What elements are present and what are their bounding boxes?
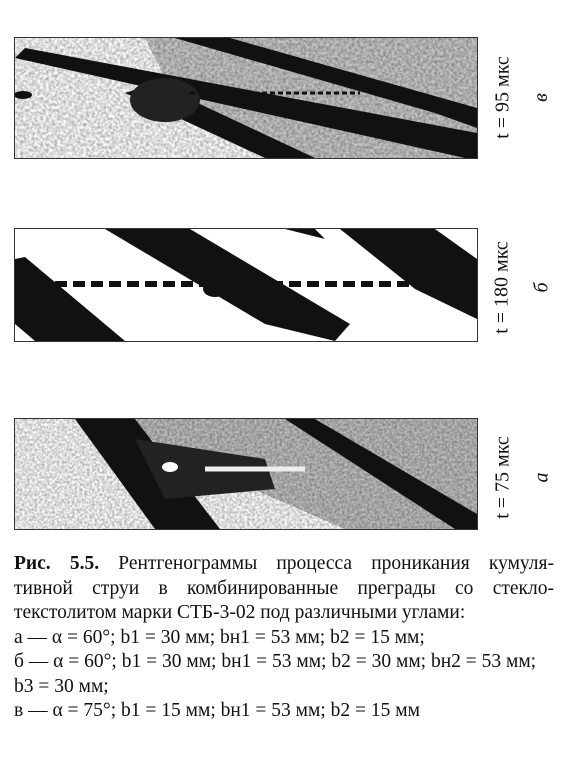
figure-label: Рис. 5.5. — [14, 553, 100, 574]
time-label-a: t = 75 мкс — [491, 436, 514, 519]
caption-item-b: б — α = 60°; b1 = 30 мм; bн1 = 53 мм; b2 = 30 мм; bн2 = 53 мм; — [14, 651, 537, 672]
xray-panel-v — [14, 37, 478, 159]
caption-line-2: тивной струи в комбинированные преграды со стекло- — [14, 577, 554, 599]
xray-image-v — [15, 38, 477, 158]
caption-line-1: Рис. 5.5. Рентгенограммы процесса проникания кумуля- — [14, 553, 554, 574]
figure-caption — [14, 552, 554, 724]
caption-item-a: а — α = 60°; b1 = 30 мм; bн1 = 53 мм; b2 = 15 мм; — [14, 626, 425, 648]
time-label-v: t = 95 мкс — [491, 56, 514, 139]
caption-item-v: в — α = 75°; b1 = 15 мм; bн1 = 53 мм; b2 = 15 мм — [14, 700, 420, 721]
xray-image-a — [15, 419, 477, 529]
panel-letter-v: в — [529, 93, 552, 102]
panel-letter-a: а — [530, 472, 553, 483]
caption-item-b-cont: b3 = 30 мм; — [14, 675, 109, 697]
xray-panel-b — [14, 228, 478, 342]
xray-panel-a — [14, 418, 478, 530]
panel-letter-b: б — [530, 282, 553, 293]
xray-image-b — [15, 229, 477, 341]
caption-line-3: текстолитом марки СТБ-3-02 под различными углами: — [14, 602, 466, 623]
time-label-b: t = 180 мкс — [490, 241, 513, 334]
